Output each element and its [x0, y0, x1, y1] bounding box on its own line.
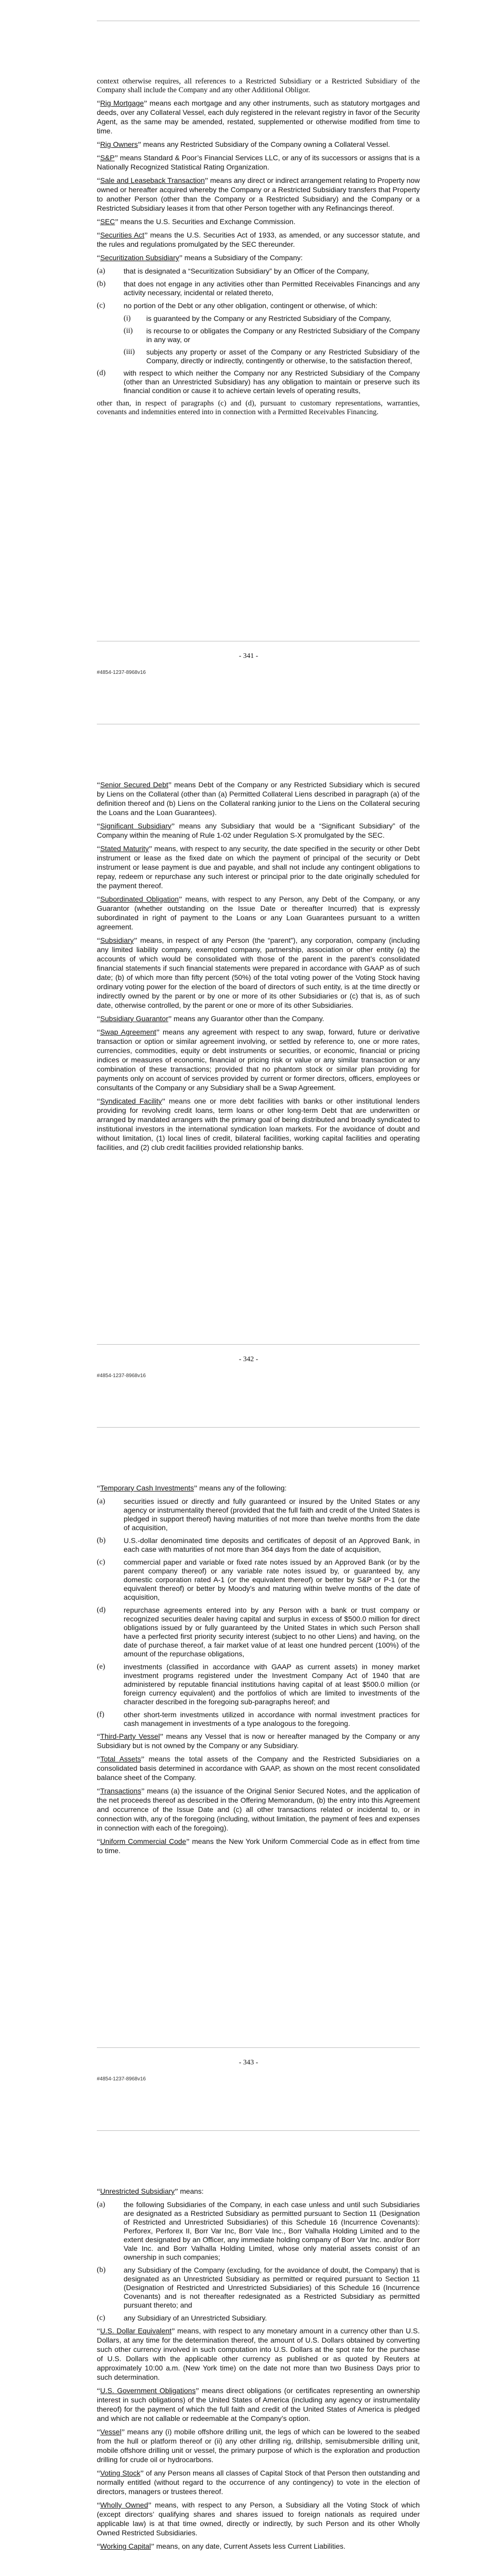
definition-text: means the New York Uniform Commercial Code as in effect from time to time. — [97, 1837, 420, 1855]
definition: “Securities Act” means the U.S. Securities Act of 1933, as amended, or any successor statute, and the rules and regulations promulgated by the SEC thereunder. — [97, 231, 420, 248]
list-item — [97, 1536, 420, 1554]
sub-list-item — [124, 314, 420, 323]
bottom-rule — [97, 1344, 420, 1345]
definition-text: means, with respect to any security, the date specified in the security or other Debt instrument or lease as the fixed date on which the payment of principal of the security or Debt instrument or lease payment is due and payable, and shall not include any contingent obligations to repay, redeem or repurchase any such interest or principal prior to the date originally scheduled for the payment thereof. — [97, 844, 420, 890]
definition: “Stated Maturity” means, with respect to any security, the date specified in the security or other Debt instrument or lease as the fixed date on which the payment of principal of the security or Debt instrument or lease payment is due and payable, and shall not include any contingent obligations to repay, redeem or repurchase any such interest or principal prior to the date originally scheduled for the payment thereof. — [97, 844, 420, 890]
defined-term: Stated Maturity — [100, 844, 149, 853]
definition-text: means any agreement with respect to any swap, forward, future or derivative transaction or option or similar agreement involving, or settled by reference to, one or more rates, currencies, commodities, equity or debt instruments or securities, or economic, financial or pricing indices or measures of economic, financial or pricing risk or value or any similar transaction or any combination of these transactions; provided that no phantom stock or similar plan providing for payments only on account of services provided by current or former directors, officers, employees or consultants of the Company or any Subsidiary shall be a Swap Agreement. — [97, 1028, 420, 1092]
defined-term: U.S. Government Obligations — [100, 2386, 196, 2395]
list-text: any Subsidiary of an Unrestricted Subsidiary. — [124, 2314, 267, 2322]
paragraph: context otherwise requires, all references to a Restricted Subsidiary or a Restricted Subsidiary of the Company shall include the Company and any other Additional Obligor. — [97, 77, 420, 94]
defined-term: Swap Agreement — [100, 1028, 157, 1036]
definition: “Subordinated Obligation” means, with respect to any Person, any Debt of the Company, or any Guarantor (whether outstanding on the Issue Date or thereafter Incurred) that is expressly subordinated in right of payment to the Loans or any Loan Guarantees pursuant to a written agreement. — [97, 895, 420, 931]
definition-text: means any direct or indirect arrangement relating to Property now owned or hereafter acquired whereby the Company or a Restricted Subsidiary transfers that Property to another Person (other than the Company or a Restricted Subsidiary) and the Company or a Restricted Subsidiary leases it from that other Person together with any Refinancings thereof. — [97, 176, 420, 212]
list-text: is recourse to or obligates the Company or any Restricted Subsidiary of the Company in any way, or — [146, 327, 420, 344]
definition-text: means Standard & Poor’s Financial Services LLC, or any of its successors or assigns that is a Nationally Recognized Statistical Rating Organization. — [97, 154, 420, 171]
defined-term: Rig Owners — [100, 140, 138, 148]
definition: “Significant Subsidiary” means any Subsidiary that would be a “Significant Subsidiary” of the Company within the meaning of Rule 1-02 under Regulation S-X promulgated by the SEC. — [97, 822, 420, 839]
defined-term: Subordinated Obligation — [100, 895, 179, 903]
list-item — [97, 1558, 420, 1602]
list-text: commercial paper and variable or fixed rate notes issued by an Approved Bank (or by the parent company thereof) or any variable rate notes issued by, or guaranteed by, any domestic corporation rated A-1 (or the equivalent thereof) or better by S&P or P-1 (or the equivalent thereof) or better by Moody’s and maturing within twelve months of the date of acquisition, — [124, 1558, 420, 1601]
list-text: that is designated a “Securitization Subsidiary” by an Officer of the Company, — [124, 267, 369, 275]
sub-list-item — [124, 327, 420, 344]
definition: “Sale and Leaseback Transaction” means any direct or indirect arrangement relating to Property now owned or hereafter acquired whereby the Company or a Restricted Subsidiary transfers that Property to another Person (other than the Company or a Restricted Subsidiary) and the Company or a Restricted Subsidiary leases it from that other Person together with any Refinancings thereof. — [97, 176, 420, 212]
sub-list-item — [124, 348, 420, 365]
definition-text: means, in respect of any Person (the “parent”), any corporation, company (including any limited liability company, exempted company, partnership, association or other entity (a) the accounts of which would be consolidated with those of the parent in the parent’s consolidated financial statements if such financial statements were prepared in accordance with GAAP as of such date; (b) of which more than fifty percent (50%) of the total voting power of the Voting Stock having ordinary voting power for the election of the board of directors of such entity, is at the time directly or indirectly owned by the parent or by one or more of its other Subsidiaries or (c) that is, as of such date, otherwise controlled, by the parent or one or more of its other Subsidiaries. — [97, 936, 420, 1009]
definition: “Unrestricted Subsidiary” means: — [97, 2187, 204, 2196]
page-number: - 342 - — [238, 1355, 259, 1363]
list-label: (f) — [97, 1710, 105, 1719]
top-rule — [97, 2130, 420, 2131]
list-item — [97, 2314, 420, 2323]
list-label: (i) — [124, 314, 131, 323]
bottom-rule — [97, 2047, 420, 2048]
list-text: other short-term investments utilized in accordance with normal investment practices for cash management in investments of a type analogous to the foregoing. — [124, 1710, 420, 1727]
list-text: securities issued or directly and fully guaranteed or insured by the United States or any agency or instrumentality thereof (provided that the full faith and credit of the United States is pledged in support thereof) having maturities of not more than twelve months from the date of acquisition, — [124, 1497, 420, 1532]
defined-term: Securities Act — [100, 231, 145, 239]
definition-text: means any Vessel that is now or hereafter managed by the Company or any Subsidiary but is not owned by the Company or any Subsidiary. — [97, 1732, 420, 1750]
defined-term: S&P — [100, 154, 115, 162]
definition: “Subsidiary” means, in respect of any Person (the “parent”), any corporation, company (including any limited liability company, exempted company, partnership, association or other entity (a) the accounts of which would be consolidated with those of the parent in the parent’s consolidated financial statements if such financial statements were prepared in accordance with GAAP as of such date; (b) of which more than fifty percent (50%) of the total voting power of the Voting Stock having ordinary voting power for the election of the board of directors of such entity, is at the time directly or indirectly owned by the parent or by one or more of its other Subsidiaries or (c) that is, as of such date, otherwise controlled, by the parent or one or more of its other Subsidiaries. — [97, 936, 420, 1009]
definition-text: means, on any date, Current Assets less Current Liabilities. — [154, 2542, 346, 2550]
definition-text: of any Person means all classes of Capital Stock of that Person then outstanding and normally entitled (without regard to the occurrence of any contingency) to vote in the election of directors, managers or trustees thereof. — [97, 2469, 420, 2496]
list-text: the following Subsidiaries of the Company, in each case unless and until such Subsidiaries are designated as a Restricted Subsidiary as permitted pursuant to Section 11 (Designation of Restricted and Unrestricted Subsidiaries) of this Schedule 16 (Incurrence Covenants): Perforex, Perforex II, Borr Var Inc, Borr Vale Inc., Borr Valhalla Holding Limited and to the extent designated by an Officer, any immediate holding company of Borr Var Inc. and/or Borr Vale Inc. and Borr Valhalla Holding Limited, whose only material assets consist of an ownership in such companies; — [124, 2200, 420, 2261]
definition-text: means any Guarantor other than the Company. — [172, 1014, 324, 1023]
list-text: investments (classified in accordance with GAAP as current assets) in money market investment programs registered under the Investment Company Act of 1940 that are administered by reputable financial institutions having capital of at least $500.0 million (or foreign currency equivalent) and the portfolios of which are limited to investments of the character described in the foregoing sub-paragraphs hereof; and — [124, 1663, 420, 1706]
defined-term: Working Capital — [100, 2542, 151, 2550]
defined-term: SEC — [100, 217, 115, 226]
definition-text: means a Subsidiary of the Company: — [182, 253, 303, 262]
definition-text: means direct obligations (or certificates representing an ownership interest in such obligations) of the United States of America (including any agency or instrumentality thereof) for the payment of which the full faith and credit of the United States of America is pledged and which are not callable or redeemable at the Company’s option. — [97, 2386, 420, 2422]
document-id: #4854-1237-8968v16 — [97, 2076, 146, 2082]
definition: “Senior Secured Debt” means Debt of the Company or any Restricted Subsidiary which is secured by Liens on the Collateral (other than (a) Permitted Collateral Liens described in paragraph (a) of the definition thereof and (b) Liens on the Collateral ranking junior to the Liens on the Collateral securing the Loans and the Loan Guarantees). — [97, 781, 420, 817]
list-item — [97, 267, 420, 276]
list-label: (ii) — [124, 327, 133, 335]
document-page — [0, 1406, 497, 2110]
definition: “Uniform Commercial Code” means the New York Uniform Commercial Code as in effect from time to time. — [97, 1837, 420, 1855]
defined-term: Subsidiary Guarantor — [100, 1014, 168, 1023]
list-text: no portion of the Debt or any other obligation, contingent or otherwise, of which: — [124, 301, 378, 310]
top-rule — [97, 1427, 420, 1428]
page-number: - 341 - — [238, 652, 259, 660]
defined-term: Sale and Leaseback Transaction — [100, 176, 205, 184]
definition-text: means any Restricted Subsidiary of the Company owning a Collateral Vessel. — [141, 140, 390, 148]
definition-text: means the U.S. Securities and Exchange Commission. — [118, 217, 296, 226]
definition-text: means the U.S. Securities Act of 1933, as amended, or any successor statute, and the rules and regulations promulgated by the SEC thereunder. — [97, 231, 420, 248]
definition-text: means (a) the issuance of the Original Senior Secured Notes, and the application of the net proceeds thereof as described in the Offering Memorandum, (b) the entry into this Agreement and occurrence of the Issue Date and (c) all other transactions related or incidental to, or in connection with, any of the foregoing (including, without limitation, the payment of fees and expenses in connection with each of the foregoing). — [97, 1787, 420, 1832]
list-label: (d) — [97, 1606, 106, 1614]
list-label: (b) — [97, 280, 106, 288]
defined-term: Syndicated Facility — [100, 1097, 162, 1105]
list-label: (a) — [97, 2200, 106, 2209]
definition: “Third-Party Vessel” means any Vessel that is now or hereafter managed by the Company or any Subsidiary but is not owned by the Company or any Subsidiary. — [97, 1732, 420, 1750]
definition-text: means, with respect to any Person, any Debt of the Company, or any Guarantor (whether outstanding on the Issue Date or thereafter Incurred) that is expressly subordinated in right of payment to the Loans or any Loan Guarantees pursuant to a written agreement. — [97, 895, 420, 931]
definition-text: means Debt of the Company or any Restricted Subsidiary which is secured by Liens on the Collateral (other than (a) Permitted Collateral Liens described in paragraph (a) of the definition thereof and (b) Liens on the Collateral ranking junior to the Liens on the Collateral securing the Loans and the Loan Guarantees). — [97, 781, 420, 817]
page-content — [97, 781, 420, 1157]
list-text: is guaranteed by the Company or any Restricted Subsidiary of the Company, — [146, 314, 391, 323]
document-id: #4854-1237-8968v16 — [97, 670, 146, 675]
list-item — [97, 2266, 420, 2310]
definition: “U.S. Government Obligations” means direct obligations (or certificates representing an ownership interest in such obligations) of the United States of America (including any agency or instrumentality thereof) for the payment of which the full faith and credit of the United States of America is pledged and which are not callable or redeemable at the Company’s option. — [97, 2386, 420, 2422]
defined-term: U.S. Dollar Equivalent — [100, 2327, 172, 2335]
list-label: (c) — [97, 1558, 106, 1566]
definition: “Securitization Subsidiary” means a Subsidiary of the Company: — [97, 253, 303, 262]
defined-term: Transactions — [100, 1787, 142, 1795]
definition: “S&P” means Standard & Poor’s Financial Services LLC, or any of its successors or assigns that is a Nationally Recognized Statistical Rating Organization. — [97, 154, 420, 171]
page-content — [97, 77, 420, 421]
list-text: subjects any property or asset of the Company or any Restricted Subsidiary of the Company, directly or indirectly, contingently or otherwise, to the satisfaction thereof, — [146, 348, 420, 365]
definition-text: means any of the following: — [197, 1484, 287, 1492]
list-item — [97, 2200, 420, 2262]
defined-term: Unrestricted Subsidiary — [100, 2187, 175, 2195]
defined-term: Subsidiary — [100, 936, 134, 944]
list-item — [97, 1497, 420, 1532]
defined-term: Securitization Subsidiary — [100, 253, 179, 262]
definition-text: means, with respect to any monetary amount in a currency other than U.S. Dollars, at any time for the determination thereof, the amount of U.S. Dollars obtained by converting such other currency involved in such computation into U.S. Dollars at the spot rate for the purchase of U.S. Dollars with the applicable other currency as published or as quoted by Reuters at approximately 10:00 a.m. (New York time) on the date not more than two Business Days prior to such determination. — [97, 2327, 420, 2381]
defined-term: Senior Secured Debt — [100, 781, 168, 789]
page-content — [97, 2187, 420, 2555]
list-label: (c) — [97, 301, 106, 310]
definition: “Wholly Owned” means, with respect to any Person, a Subsidiary all the Voting Stock of which (except directors’ qualifying shares and shares issued to foreign nationals as required under applicable law) is at that time owned, directly or indirectly, by such Person and its other Wholly Owned Restricted Subsidiaries. — [97, 2501, 420, 2537]
list-item — [97, 1663, 420, 1706]
document-page — [0, 2110, 497, 2576]
definition: “Temporary Cash Investments” means any of the following: — [97, 1484, 287, 1493]
list-label: (e) — [97, 1663, 106, 1671]
page-number: - 343 - — [238, 2059, 259, 2066]
definition: “Working Capital” means, on any date, Current Assets less Current Liabilities. — [97, 2542, 346, 2551]
definition: “Rig Owners” means any Restricted Subsidiary of the Company owning a Collateral Vessel. — [97, 140, 390, 149]
definition: “Transactions” means (a) the issuance of the Original Senior Secured Notes, and the application of the net proceeds thereof as described in the Offering Memorandum, (b) the entry into this Agreement and occurrence of the Issue Date and (c) all other transactions related or incidental to, or in connection with, any of the foregoing (including, without limitation, the payment of fees and expenses in connection with each of the foregoing). — [97, 1787, 420, 1832]
defined-term: Wholly Owned — [100, 2501, 148, 2509]
definition: “Syndicated Facility” means one or more debt facilities with banks or other institutional lenders providing for revolving credit loans, term loans or other long-term Debt that are underwritten or arranged by mandated arrangers with the primary goal of being distributed and broadly syndicated to institutional investors in the international syndication loan markets. For the avoidance of doubt and without limitation, (1) local lines of credit, bilateral facilities, working capital facilities and operating facilities, and (2) club credit facilities provided relationship banks. — [97, 1097, 420, 1151]
list-item — [97, 369, 420, 395]
defined-term: Total Assets — [100, 1755, 141, 1763]
list-label: (b) — [97, 2266, 106, 2274]
defined-term: Rig Mortgage — [100, 99, 144, 107]
definition-text: means any (i) mobile offshore drilling unit, the legs of which can be lowered to the seabed from the hull or platform thereof or (ii) any other drilling rig, drillship, semisubmersible drilling unit, mobile offshore drilling unit or vessel, the primary purpose of which is the exploration and production drilling for crude oil or hydrocarbons. — [97, 2428, 420, 2464]
definition: “SEC” means the U.S. Securities and Exchange Commission. — [97, 217, 296, 226]
defined-term: Voting Stock — [100, 2469, 141, 2477]
page-content — [97, 1484, 420, 1860]
definition-text: means each mortgage and any other instruments, such as statutory mortgages and deeds, over any Collateral Vessel, each duly registered in the relevant registry in favor of the Security Agent, as the same may be amended, restated, supplemented or otherwise modified from time to time. — [97, 99, 420, 135]
definition: “Subsidiary Guarantor” means any Guarantor other than the Company. — [97, 1014, 324, 1023]
definition-text: means the total assets of the Company and the Restricted Subsidiaries on a consolidated basis determined in accordance with GAAP, as shown on the most recent consolidated balance sheet of the Company. — [97, 1755, 420, 1782]
definition-text: means any Subsidiary that would be a “Significant Subsidiary” of the Company within the meaning of Rule 1-02 under Regulation S-X promulgated by the SEC. — [97, 822, 420, 839]
list-text: repurchase agreements entered into by any Person with a bank or trust company or recognized securities dealer having capital and surplus in excess of $500.0 million for direct obligations issued by or fully guaranteed by the United States in which such Person shall have a perfected first priority security interest (subject to no other Liens) and having, on the date of purchase thereof, a fair market value of at least one hundred percent (100%) of the amount of the repurchase obligations, — [124, 1606, 420, 1658]
list-text: with respect to which neither the Company nor any Restricted Subsidiary of the Company (other than an Unrestricted Subsidiary) has any obligation to maintain or preserve such its financial condition or cause it to achieve certain levels of operating results, — [124, 369, 420, 395]
list-label: (b) — [97, 1536, 106, 1545]
definition: “U.S. Dollar Equivalent” means, with respect to any monetary amount in a currency other than U.S. Dollars, at any time for the determination thereof, the amount of U.S. Dollars obtained by converting such other currency involved in such computation into U.S. Dollars at the spot rate for the purchase of U.S. Dollars with the applicable other currency as published or as quoted by Reuters at approximately 10:00 a.m. (New York time) on the date not more than two Business Days prior to such determination. — [97, 2327, 420, 2381]
definition-text: means one or more debt facilities with banks or other institutional lenders providing for revolving credit loans, term loans or other long-term Debt that are underwritten or arranged by mandated arrangers with the primary goal of being distributed and broadly syndicated to institutional investors in the international syndication loan markets. For the avoidance of doubt and without limitation, (1) local lines of credit, bilateral facilities, working capital facilities and operating facilities, and (2) club credit facilities provided relationship banks. — [97, 1097, 420, 1151]
list-label: (iii) — [124, 348, 135, 356]
list-item — [97, 301, 420, 310]
list-item — [97, 1606, 420, 1658]
document-id: #4854-1237-8968v16 — [97, 1373, 146, 1379]
definition: “Swap Agreement” means any agreement with respect to any swap, forward, future or derivative transaction or option or similar agreement involving, or settled by reference to, one or more rates, currencies, commodities, equity or debt instruments or securities, or economic, financial or pricing indices or measures of economic, financial or pricing risk or value or any similar transaction or any combination of these transactions; provided that no phantom stock or similar plan providing for payments only on account of services provided by current or former directors, officers, employees or consultants of the Company or any Subsidiary shall be a Swap Agreement. — [97, 1028, 420, 1092]
list-label: (a) — [97, 1497, 106, 1505]
definition: “Voting Stock” of any Person means all classes of Capital Stock of that Person then outstanding and normally entitled (without regard to the occurrence of any contingency) to vote in the election of directors, managers or trustees thereof. — [97, 2469, 420, 2496]
definition: “Rig Mortgage” means each mortgage and any other instruments, such as statutory mortgages and deeds, over any Collateral Vessel, each duly registered in the relevant registry in favor of the Security Agent, as the same may be amended, restated, supplemented or otherwise modified from time to time. — [97, 99, 420, 135]
list-label: (a) — [97, 267, 106, 275]
document-page — [0, 703, 497, 1406]
defined-term: Significant Subsidiary — [100, 822, 172, 830]
definition-text: means: — [178, 2187, 204, 2195]
list-text: any Subsidiary of the Company (excluding, for the avoidance of doubt, the Company) that is designated as an Unrestricted Subsidiary as permitted or required pursuant to Section 11 (Designation of Restricted and Unrestricted Subsidiaries) of this Schedule 16 (Incurrence Covenants) and is not thereafter redesignated as a Restricted Subsidiary as permitted pursuant thereto; and — [124, 2266, 420, 2309]
list-label: (d) — [97, 369, 106, 377]
list-item — [97, 280, 420, 297]
paragraph: other than, in respect of paragraphs (c) and (d), pursuant to customary representations, warranties, covenants and indemnities entered into in connection with a Permitted Receivables Financing. — [97, 399, 420, 416]
definition: “Total Assets” means the total assets of the Company and the Restricted Subsidiaries on a consolidated basis determined in accordance with GAAP, as shown on the most recent consolidated balance sheet of the Company. — [97, 1755, 420, 1782]
document-page — [0, 0, 497, 703]
defined-term: Third-Party Vessel — [100, 1732, 160, 1740]
defined-term: Uniform Commercial Code — [100, 1837, 186, 1845]
list-item — [97, 1710, 420, 1728]
definition: “Vessel” means any (i) mobile offshore drilling unit, the legs of which can be lowered to the seabed from the hull or platform thereof or (ii) any other drilling rig, drillship, semisubmersible drilling unit, mobile offshore drilling unit or vessel, the primary purpose of which is the exploration and production drilling for crude oil or hydrocarbons. — [97, 2428, 420, 2464]
defined-term: Vessel — [100, 2428, 122, 2436]
list-text: U.S.-dollar denominated time deposits and certificates of deposit of an Approved Bank, in each case with maturities of not more than 364 days from the date of acquisition, — [124, 1536, 420, 1553]
definition-text: means, with respect to any Person, a Subsidiary all the Voting Stock of which (except directors’ qualifying shares and shares issued to foreign nationals as required under applicable law) is at that time owned, directly or indirectly, by such Person and its other Wholly Owned Restricted Subsidiaries. — [97, 2501, 420, 2537]
list-text: that does not engage in any activities other than Permitted Receivables Financings and any activity necessary, incidental or related thereto, — [124, 280, 420, 297]
defined-term: Temporary Cash Investments — [100, 1484, 194, 1492]
list-label: (c) — [97, 2314, 106, 2322]
